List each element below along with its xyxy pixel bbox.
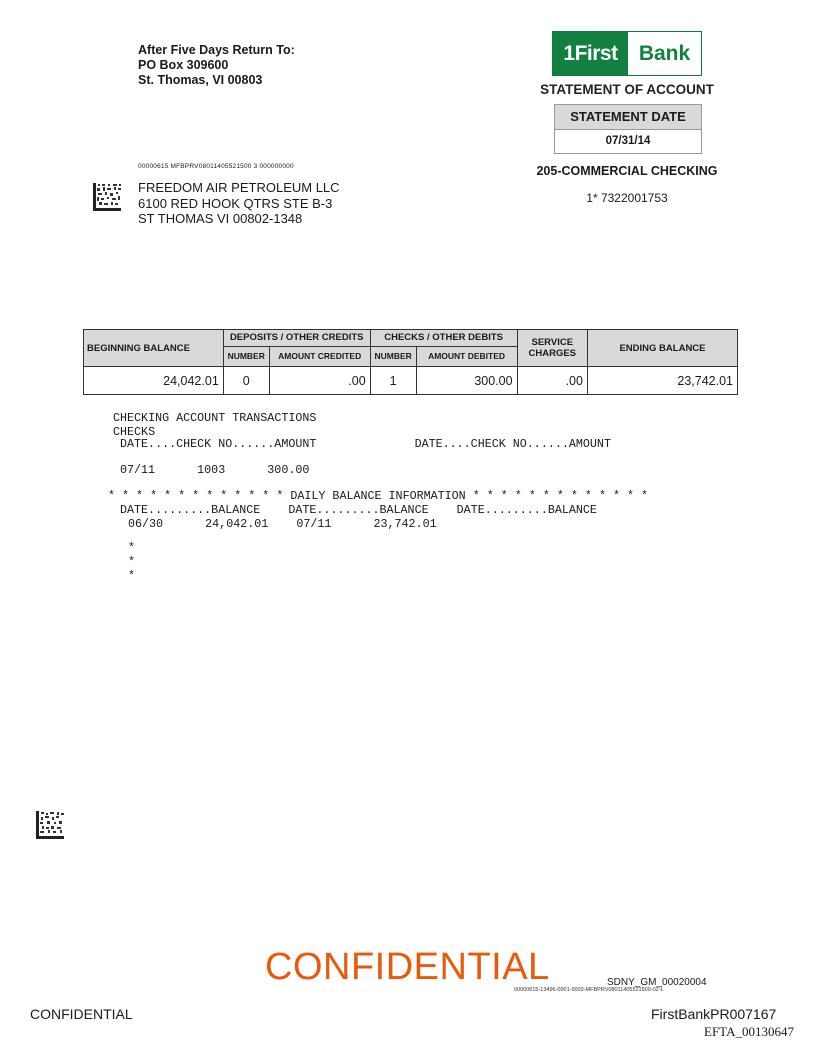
amount-debited-header: AMOUNT DEBITED bbox=[416, 346, 517, 366]
sdny-document-id: 00000615-13496-0001-0003-MFBPRV08011405521500-02-L bbox=[514, 987, 664, 993]
daily-balance-header: * * * * * * * * * * * * * DAILY BALANCE INFORMATION * * * * * * * * * * * * * bbox=[108, 489, 649, 503]
efta-number: EFTA_00130647 bbox=[704, 1024, 794, 1039]
addressee-line3: ST THOMAS VI 00802-1348 bbox=[138, 211, 303, 226]
account-number: 1* 7322001753 bbox=[586, 191, 668, 205]
transactions-title: CHECKING ACCOUNT TRANSACTIONS bbox=[113, 411, 317, 425]
mail-barcode-text: 00000615 MFBPRV08011405521500 3 000000000 bbox=[138, 163, 294, 170]
service-charges-header: SERVICE CHARGES bbox=[517, 330, 587, 367]
qr-code-icon bbox=[92, 182, 122, 212]
checks-column-header: DATE....CHECK NO......AMOUNT DATE....CHECK NO......AMOUNT bbox=[120, 437, 611, 451]
account-summary-table bbox=[83, 329, 738, 395]
confidential-footer-label: CONFIDENTIAL bbox=[30, 1006, 133, 1022]
amount-credited-value: .00 bbox=[269, 367, 370, 395]
checks-number-value: 1 bbox=[370, 367, 416, 395]
daily-balance-columns: DATE.........BALANCE DATE.........BALANCE DATE.........BALANCE bbox=[120, 503, 597, 517]
amount-debited-value: 300.00 bbox=[416, 367, 517, 395]
statement-date-label: STATEMENT DATE bbox=[555, 105, 701, 130]
addressee-line2: 6100 RED HOOK QTRS STE B-3 bbox=[138, 195, 333, 211]
beginning-balance-value: 24,042.01 bbox=[84, 367, 224, 395]
statement-title: STATEMENT OF ACCOUNT bbox=[540, 82, 714, 97]
ending-balance-value: 23,742.01 bbox=[587, 367, 737, 395]
checks-header: CHECKS / OTHER DEBITS bbox=[370, 330, 517, 347]
logo-left-text: 1First bbox=[553, 32, 628, 75]
confidential-stamp: CONFIDENTIAL bbox=[265, 946, 550, 988]
deposits-header: DEPOSITS / OTHER CREDITS bbox=[223, 330, 370, 347]
return-address-line2: PO Box 309600 bbox=[138, 58, 229, 72]
addressee-line1: FREEDOM AIR PETROLEUM LLC bbox=[138, 180, 340, 195]
transactions-section bbox=[113, 411, 316, 439]
firstbank-bates-number: FirstBankPR007167 bbox=[651, 1006, 777, 1022]
statement-date-value: 07/31/14 bbox=[605, 135, 651, 147]
deposits-number-value: 0 bbox=[223, 367, 269, 395]
checks-number-header: NUMBER bbox=[370, 346, 416, 366]
return-address-line3: St. Thomas, VI 00803 bbox=[138, 73, 263, 87]
daily-balance-values: 06/30 24,042.01 07/11 23,742.01 bbox=[128, 517, 437, 531]
sdny-bates-number: SDNY_GM_00020004 bbox=[607, 977, 707, 988]
beginning-balance-header: BEGINNING BALANCE bbox=[84, 330, 224, 367]
check-row: 07/11 1003 300.00 bbox=[120, 463, 310, 477]
statement-date-box bbox=[554, 104, 702, 154]
checks-subtitle: CHECKS bbox=[113, 425, 156, 439]
return-address-line1: After Five Days Return To: bbox=[138, 43, 295, 57]
addressee-block bbox=[138, 180, 340, 227]
firstbank-logo bbox=[552, 31, 702, 76]
service-charges-value: .00 bbox=[517, 367, 587, 395]
return-address bbox=[138, 43, 295, 88]
logo-right-text: Bank bbox=[628, 32, 701, 75]
deposits-number-header: NUMBER bbox=[223, 346, 269, 366]
ending-balance-header: ENDING BALANCE bbox=[587, 330, 737, 367]
end-marker-stars: * * * bbox=[128, 541, 136, 583]
qr-code-icon bbox=[35, 810, 65, 840]
amount-credited-header: AMOUNT CREDITED bbox=[269, 346, 370, 366]
account-type: 205-COMMERCIAL CHECKING bbox=[536, 164, 718, 178]
